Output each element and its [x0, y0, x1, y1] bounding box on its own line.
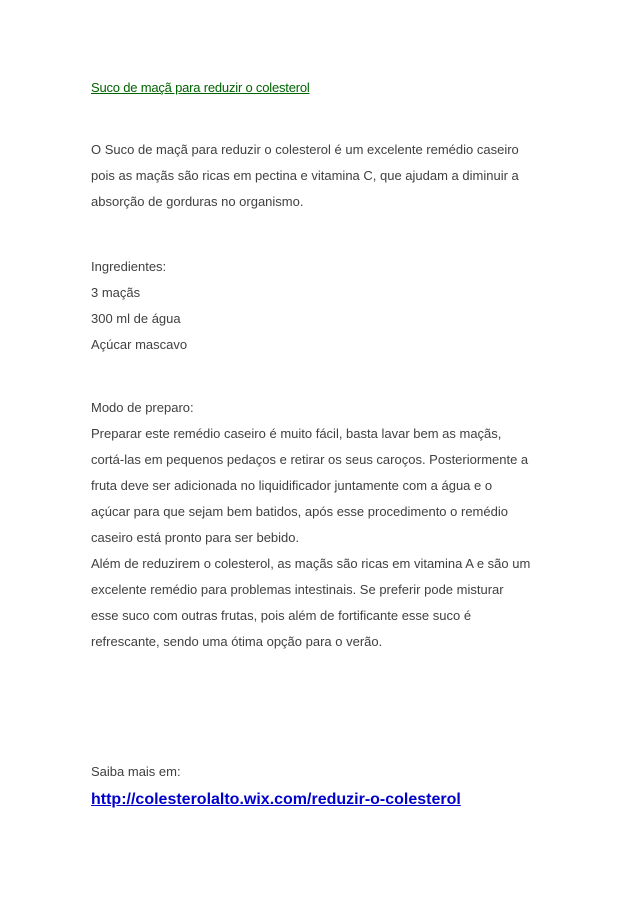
preparation-line: açúcar para que sejam bem batidos, após esse procedimento o remédio: [91, 504, 508, 519]
preparation-line: caseiro está pronto para ser bebido.: [91, 530, 300, 545]
preparation-line: refrescante, sendo uma ótima opção para o verão.: [91, 634, 383, 649]
preparation-heading: Modo de preparo:: [91, 400, 194, 415]
saiba-mais-label: Saiba mais em:: [91, 764, 181, 779]
ingredient-item: Açúcar mascavo: [91, 337, 188, 352]
saiba-mais-section: [91, 759, 561, 785]
document-title: Suco de maçã para reduzir o colesterol: [91, 80, 310, 95]
intro-line: O Suco de maçã para reduzir o colesterol é um excelente remédio caseiro: [91, 142, 519, 157]
intro-paragraph: [91, 137, 561, 215]
document-page: [91, 0, 561, 903]
ingredients-heading: Ingredientes:: [91, 259, 167, 274]
preparation-line: Preparar este remédio caseiro é muito fácil, basta lavar bem as maçãs,: [91, 426, 502, 441]
preparation-line: Além de reduzirem o colesterol, as maçãs são ricas em vitamina A e são um: [91, 556, 531, 571]
preparation-line: esse suco com outras frutas, pois além de fortificante esse suco é: [91, 608, 472, 623]
intro-line: absorção de gorduras no organismo.: [91, 194, 304, 209]
intro-line: pois as maçãs são ricas em pectina e vitamina C, que ajudam a diminuir a: [91, 168, 519, 183]
ingredient-item: 3 maçãs: [91, 285, 141, 300]
preparation-line: fruta deve ser adicionada no liquidificador juntamente com a água e o: [91, 478, 493, 493]
ingredient-item: 300 ml de água: [91, 311, 181, 326]
colesterol-site-link[interactable]: http://colesterolalto.wix.com/reduzir-o-colesterol: [91, 791, 461, 808]
preparation-line: cortá-las em pequenos pedaços e retirar os seus caroços. Posteriormente a: [91, 452, 529, 467]
ingredients-section: [91, 254, 561, 358]
preparation-section: [91, 395, 561, 655]
preparation-line: excelente remédio para problemas intestinais. Se preferir pode misturar: [91, 582, 504, 597]
